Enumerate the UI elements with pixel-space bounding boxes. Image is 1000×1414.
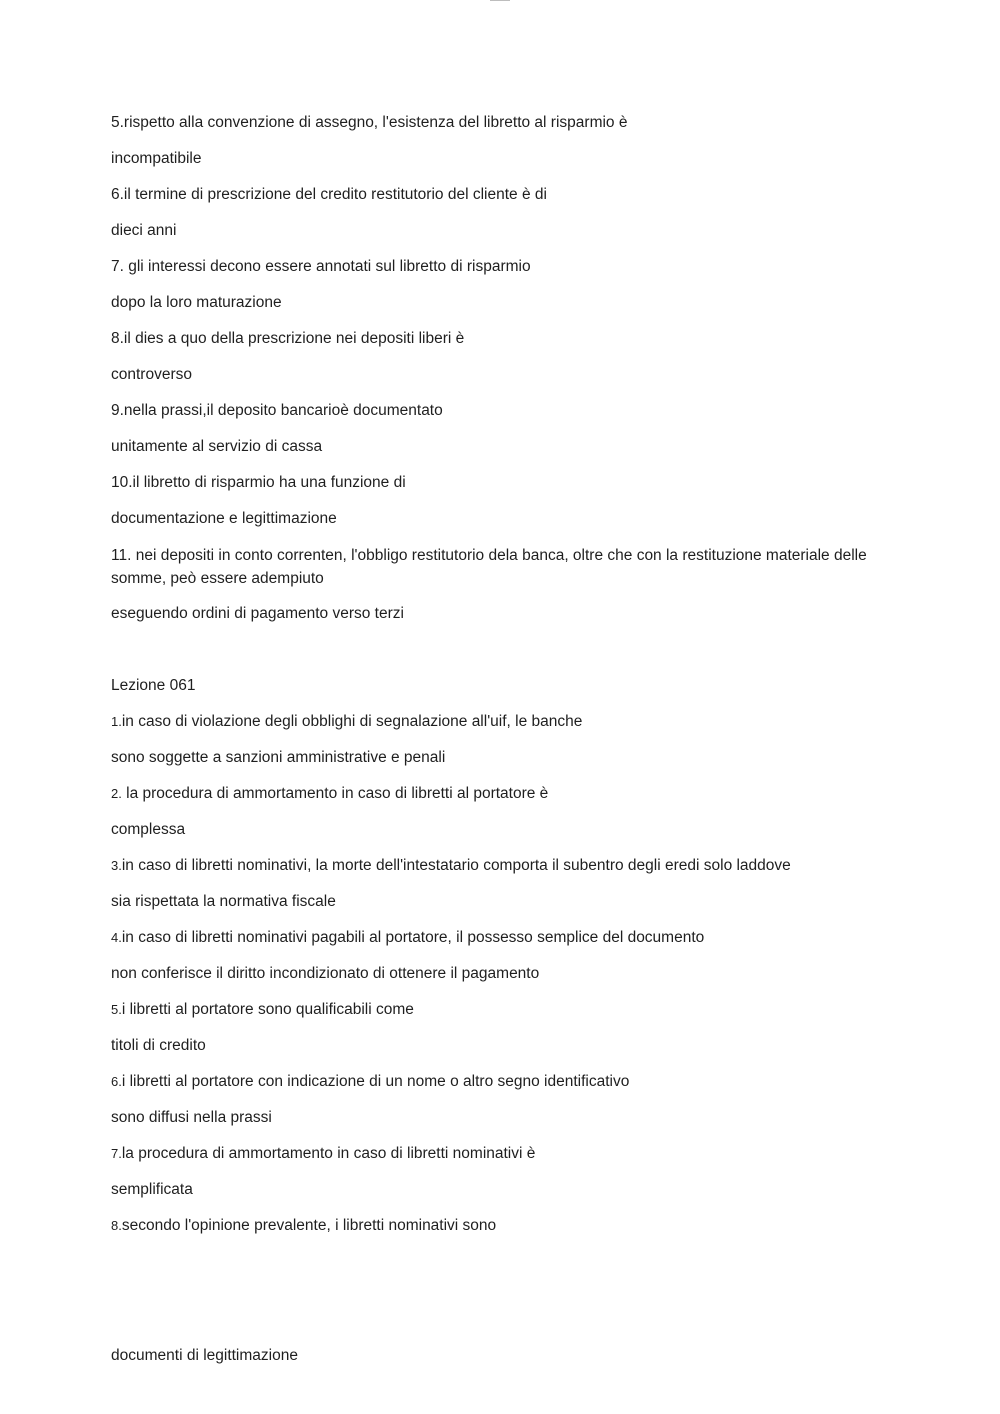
question-number: 2.: [111, 786, 122, 801]
question-line: [111, 1215, 901, 1236]
question-line: 10.il libretto di risparmio ha una funzione di: [111, 474, 406, 491]
question-number: 4.: [111, 930, 122, 945]
question-text: in caso di libretti nominativi, la morte dell'intestatario comporta il subentro degli eredi solo laddove: [121, 857, 791, 874]
answer-line: incompatibile: [111, 150, 202, 167]
answer-line: complessa: [111, 821, 186, 838]
question-block-b: [111, 711, 901, 1236]
question-number: 7.: [111, 1146, 122, 1161]
answer-line: documentazione e legittimazione: [111, 510, 337, 527]
question-line: [111, 855, 901, 876]
page-gap: [111, 1251, 901, 1345]
question-line: 7. gli interessi decono essere annotati sul libretto di risparmio: [111, 258, 531, 275]
section-gap: [111, 639, 901, 675]
final-answer: documenti di legittimazione: [111, 1347, 298, 1364]
answer-line: sia rispettata la normativa fiscale: [111, 893, 336, 910]
question-number: 3.: [111, 858, 122, 873]
question-line: 8.il dies a quo della prescrizione nei depositi liberi è: [111, 330, 465, 347]
question-number: 8.: [111, 1218, 122, 1233]
answer-line: titoli di credito: [111, 1037, 206, 1054]
question-text: in caso di libretti nominativi pagabili al portatore, il possesso semplice del documento: [121, 929, 705, 946]
question-text: la procedura di ammortamento in caso di libretti al portatore è: [121, 785, 549, 802]
question-line: [111, 783, 901, 804]
section-title: Lezione 061: [111, 677, 196, 694]
answer-line: non conferisce il diritto incondizionato di ottenere il pagamento: [111, 965, 540, 982]
question-line: [111, 927, 901, 948]
document-page: [111, 112, 901, 1381]
answer-line: dopo la loro maturazione: [111, 294, 282, 311]
question-text: i libretti al portatore sono qualificabili come: [121, 1001, 414, 1018]
question-line: [111, 711, 901, 732]
question-line: 5.rispetto alla convenzione di assegno, l'esistenza del libretto al risparmio è: [111, 114, 628, 131]
question-line: 11. nei depositi in conto correnten, l'obbligo restitutorio dela banca, oltre che con la restituzione materiale delle somme, peò essere adempiuto: [111, 547, 867, 587]
question-text: la procedura di ammortamento in caso di libretti nominativi è: [121, 1145, 536, 1162]
header-mark: [490, 0, 510, 4]
question-number: 5.: [111, 1002, 122, 1017]
question-text: in caso di violazione degli obblighi di segnalazione all'uif, le banche: [121, 713, 583, 730]
answer-line: eseguendo ordini di pagamento verso terzi: [111, 605, 404, 622]
answer-line: semplificata: [111, 1181, 193, 1198]
question-line: 9.nella prassi,il deposito bancarioè documentato: [111, 402, 443, 419]
question-block-a: [111, 112, 901, 624]
answer-line: unitamente al servizio di cassa: [111, 438, 323, 455]
answer-line: sono diffusi nella prassi: [111, 1109, 272, 1126]
answer-line: controverso: [111, 366, 192, 383]
question-line: [111, 1071, 901, 1092]
question-line: [111, 1143, 901, 1164]
question-text: secondo l'opinione prevalente, i libretti nominativi sono: [121, 1217, 497, 1234]
question-text: i libretti al portatore con indicazione di un nome o altro segno identificativo: [121, 1073, 630, 1090]
answer-line: dieci anni: [111, 222, 177, 239]
question-number: 6.: [111, 1074, 122, 1089]
question-line: [111, 999, 901, 1020]
answer-line: sono soggette a sanzioni amministrative e penali: [111, 749, 446, 766]
question-line: 6.il termine di prescrizione del credito restitutorio del cliente è di: [111, 186, 547, 203]
question-number: 1.: [111, 714, 122, 729]
